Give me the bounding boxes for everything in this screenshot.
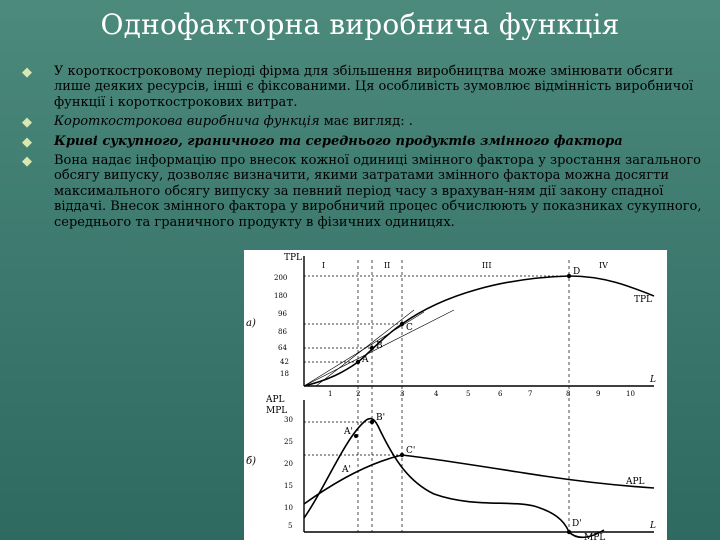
point-label: D' [572, 519, 582, 529]
top-y-axis-label: TPL [284, 253, 303, 263]
top-x-tick: 6 [498, 390, 503, 398]
point-a [356, 360, 360, 364]
point-d-prime [567, 530, 571, 534]
panel-a-label: а) [246, 318, 256, 329]
bottom-y-axis-label-mp: MPL [266, 406, 288, 416]
point-d [567, 274, 571, 278]
bullet-text: Криві сукупного, граничного та середнього продуктів змінного фактора [54, 133, 623, 149]
tp-curve-label: TPL [634, 295, 653, 305]
top-x-tick: 7 [528, 390, 533, 398]
diamond-bullet-icon: ◆ [22, 134, 32, 150]
bullet-text: У короткостроковому періоді фірма для збільшення виробництва може змінювати обсяги лише деяких ресурсів, інші є фіксованими. Ця особливість зумовлює відмінність виробничої функції і короткострокових витрат. [54, 64, 694, 110]
point-label: A' [342, 465, 351, 475]
tp-curve [304, 276, 654, 386]
point-label: B [376, 341, 383, 351]
diamond-bullet-icon: ◆ [22, 154, 32, 170]
top-y-tick: 86 [278, 328, 287, 336]
top-x-tick: 5 [466, 390, 471, 398]
stage-label: I [322, 261, 326, 270]
bottom-y-tick: 30 [284, 416, 293, 424]
bullet-list [22, 64, 712, 234]
top-y-tick: 42 [280, 358, 289, 366]
bullet-italic-term: Короткострокова виробнича функція [54, 114, 320, 130]
bottom-y-tick: 10 [284, 504, 293, 512]
bullet-item [22, 134, 712, 149]
bullet-item [22, 114, 712, 129]
stage-label: IV [599, 261, 608, 270]
bottom-y-tick: 15 [284, 482, 293, 490]
ap-curve [304, 455, 654, 504]
diamond-bullet-icon: ◆ [22, 65, 32, 80]
bottom-y-tick: 20 [284, 460, 293, 468]
point-a-prime [354, 434, 358, 438]
top-x-tick: 10 [626, 390, 635, 398]
bottom-x-axis-label: L [650, 521, 656, 531]
top-x-tick: 9 [596, 390, 601, 398]
bullet-item [22, 64, 712, 110]
stage-label: III [482, 261, 492, 270]
point-b [370, 346, 374, 350]
top-x-tick: 3 [400, 390, 405, 398]
top-y-tick: 18 [280, 370, 289, 378]
ap-curve-label: APL [626, 477, 645, 487]
bottom-y-axis-label-ap: APL [266, 395, 285, 405]
point-c-prime [400, 453, 404, 457]
top-x-tick: 1 [328, 390, 333, 398]
bottom-y-tick: 25 [284, 438, 293, 446]
top-y-tick: 180 [274, 292, 288, 300]
top-x-tick: 8 [566, 390, 571, 398]
top-x-tick: 4 [434, 390, 439, 398]
stage-label: II [384, 261, 391, 270]
point-label: B' [376, 413, 386, 423]
point-label: A [362, 355, 369, 365]
point-c [400, 322, 404, 326]
top-x-axis-label: L [650, 375, 656, 385]
top-y-tick: 200 [274, 274, 288, 282]
point-label: D [573, 267, 581, 277]
point-b-prime [370, 420, 374, 424]
diamond-bullet-icon: ◆ [22, 115, 32, 131]
point-label: A' [344, 427, 353, 437]
bullet-text: має вигляд: . [319, 114, 413, 130]
panel-b-label: б) [246, 456, 257, 467]
mp-curve-label: MPL [584, 533, 606, 540]
bullet-item [22, 153, 714, 230]
tangent-ray [316, 310, 414, 386]
bottom-y-tick: 5 [288, 522, 293, 530]
production-function-figure [244, 250, 667, 540]
top-x-tick: 2 [356, 390, 361, 398]
point-label: C [406, 323, 413, 333]
top-y-tick: 96 [278, 310, 287, 318]
production-function-diagram [244, 250, 667, 540]
slide-title: Однофакторна виробнича функція [100, 8, 620, 41]
top-y-tick: 64 [278, 344, 287, 352]
point-label: C' [406, 446, 416, 456]
bullet-text: Вона надає інформацію про внесок кожної одиниці змінного фактора у зростання загального обсягу випуску, дозволяє визначити, якими затратами змінного фактора можна досягти максимального обсягу випуску за певний період часу з врахуван-ням дії закону спадної віддачі. Внесок змінного фактора у виробничий процес обчислюють у показниках сукупного, середнього та граничного продукту в фізичних одиницях. [54, 153, 702, 230]
